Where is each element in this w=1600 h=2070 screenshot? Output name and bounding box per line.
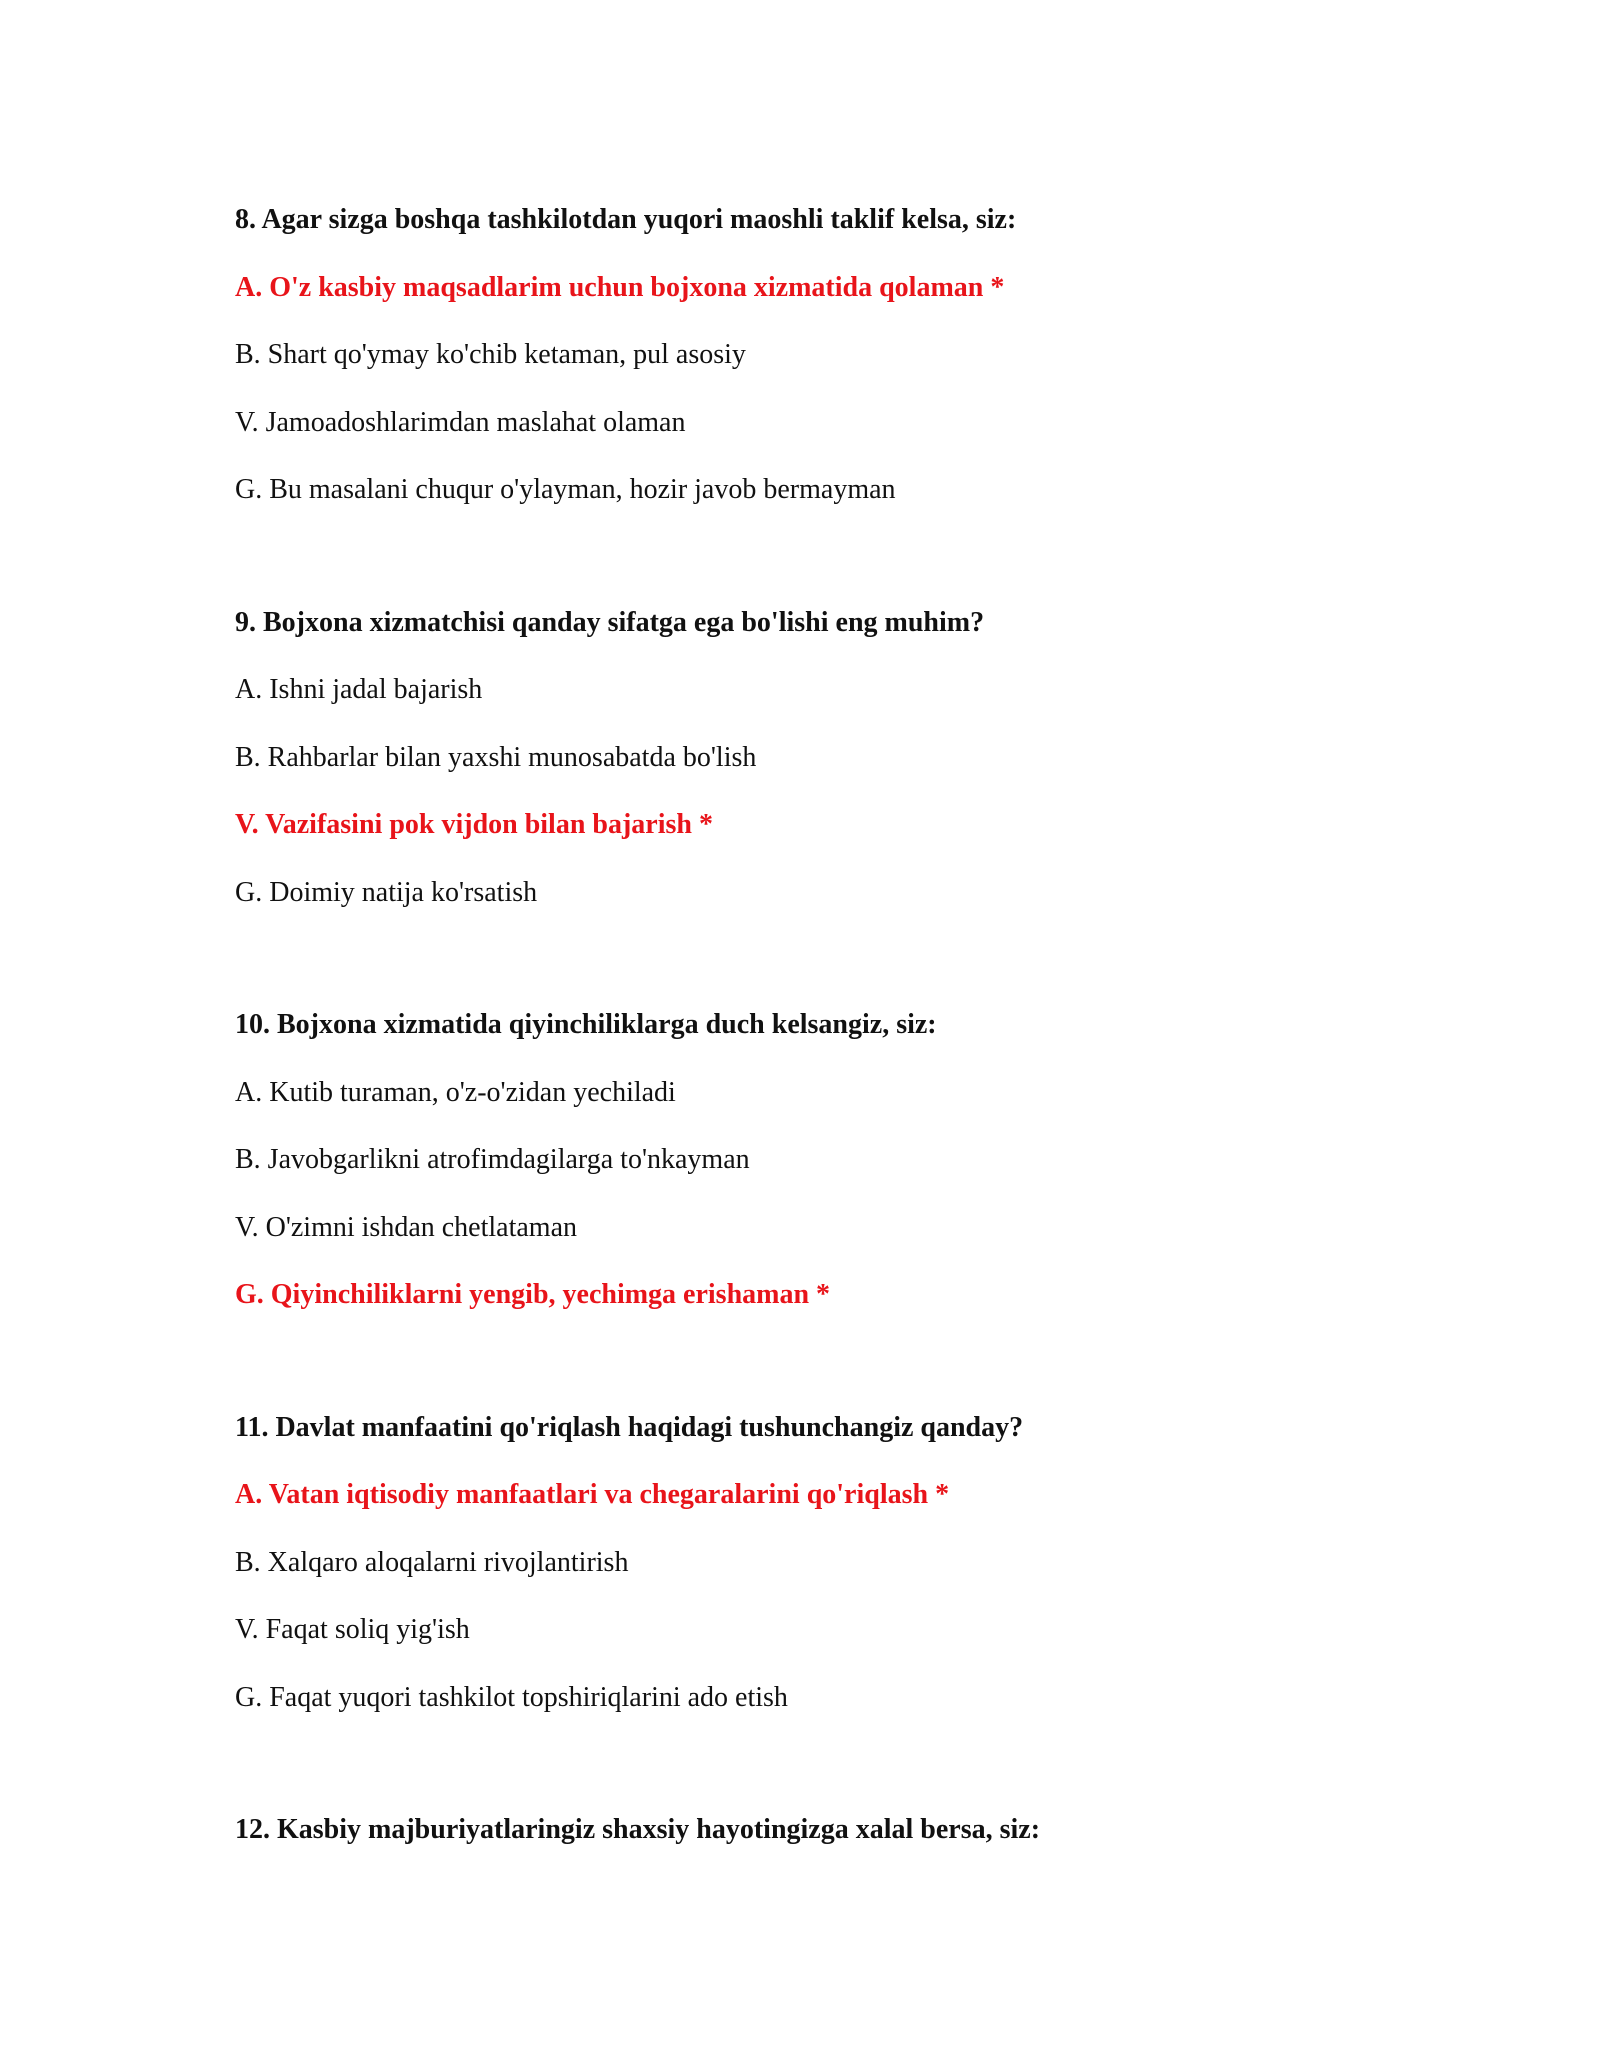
question-title: 12. Kasbiy majburiyatlaringiz shaxsiy hayotingizga xalal bersa, siz: — [235, 1814, 1041, 1845]
answer-option: A. Kutib turaman, o'z-o'zidan yechiladi — [235, 1076, 676, 1108]
answer-option: G. Bu masalani chuqur o'ylayman, hozir javob bermayman — [235, 474, 896, 505]
answer-option: G. Faqat yuqori tashkilot topshiriqlarini ado etish — [235, 1681, 788, 1713]
answer-option: B. Shart qo'ymay ko'chib ketaman, pul asosiy — [235, 339, 746, 370]
answer-option: G. Doimiy natija ko'rsatish — [235, 876, 538, 908]
question-block-11 — [235, 1394, 1435, 1732]
answer-option: B. Javobgarlikni atrofimdagilarga to'nkayman — [235, 1144, 750, 1175]
answer-option: A. Ishni jadal bajarish — [235, 674, 483, 705]
answer-option: V. Jamoadoshlarimdan maslahat olaman — [235, 406, 686, 438]
question-title: 8. Agar sizga boshqa tashkilotdan yuqori maoshli taklif kelsa, siz: — [235, 204, 1017, 235]
correct-answer-option: V. Vazifasini pok vijdon bilan bajarish * — [235, 809, 713, 840]
question-block-10 — [235, 991, 1435, 1329]
question-block-12 — [235, 1796, 1435, 1864]
question-list — [235, 186, 1435, 1929]
correct-answer-option: G. Qiyinchiliklarni yengib, yechimga erishaman * — [235, 1279, 831, 1310]
question-block-8 — [235, 186, 1435, 524]
question-title: 10. Bojxona xizmatida qiyinchiliklarga duch kelsangiz, siz: — [235, 1009, 937, 1040]
answer-option: B. Rahbarlar bilan yaxshi munosabatda bo'lish — [235, 741, 757, 773]
question-title: 11. Davlat manfaatini qo'riqlash haqidagi tushunchangiz qanday? — [235, 1411, 1024, 1443]
correct-answer-option: A. Vatan iqtisodiy manfaatlari va chegaralarini qo'riqlash * — [235, 1479, 950, 1510]
correct-answer-option: A. O'z kasbiy maqsadlarim uchun bojxona xizmatida qolaman * — [235, 271, 1005, 303]
question-title: 9. Bojxona xizmatchisi qanday sifatga ega bo'lishi eng muhim? — [235, 606, 985, 638]
question-block-9 — [235, 589, 1435, 927]
answer-option: B. Xalqaro aloqalarni rivojlantirish — [235, 1546, 629, 1578]
answer-option: V. Faqat soliq yig'ish — [235, 1614, 470, 1645]
answer-option: V. O'zimni ishdan chetlataman — [235, 1211, 578, 1243]
